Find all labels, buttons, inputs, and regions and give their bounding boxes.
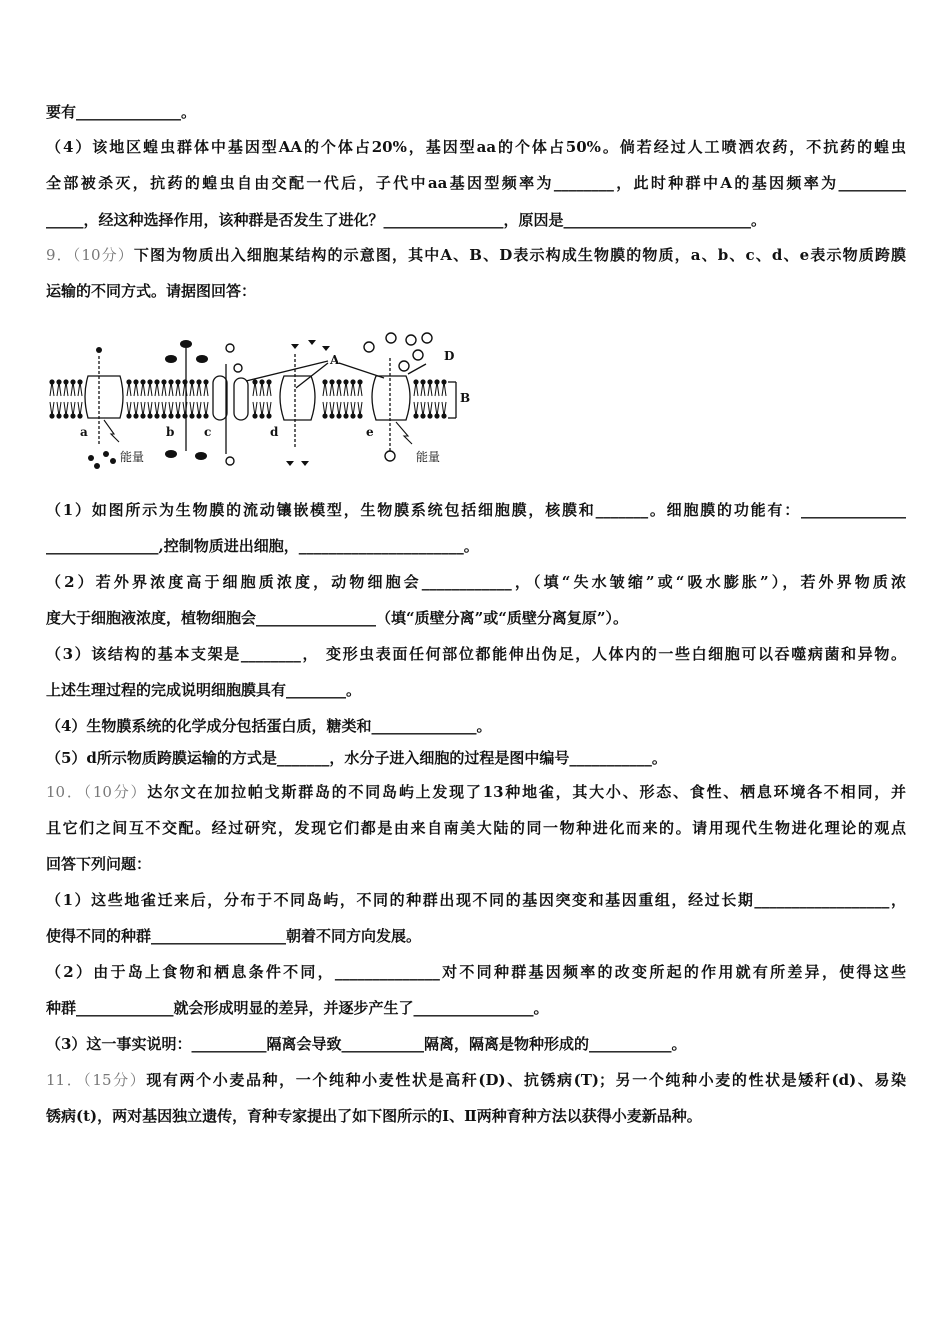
text-line: （5）d所示物质跨膜运输的方式是_______，水分子进入细胞的过程是图中编号___________。 [46,749,667,767]
text-line: （1）这些地雀迁来后，分布于不同岛屿，不同的种群出现不同的基因突变和基因重组，经过长期__________________， [46,891,906,909]
text-line: 度大于细胞液浓度，植物细胞会________________（填“质壁分离”或“质壁分离复原”）。 [46,609,629,627]
carrier-protein-d [280,376,315,420]
text-line: （3）该结构的基本支架是________， 变形虫表面任何部位都能伸出伪足，人体内的一些白细胞可以吞噬病菌和异物。 [46,645,906,663]
question-11-header [46,1070,906,1090]
text-line: 且它们之间互不交配。经过研究，发现它们都是由来自南美大陆的同一物种进化而来的。请用现代生物进化理论的观点 [46,819,906,837]
text-line: 锈病(t)，两对基因独立遗传，育种专家提出了如下图所示的Ⅰ、Ⅱ两种育种方法以获得小麦新品种。 [46,1107,702,1125]
channel-protein-right [234,378,248,420]
label-A: A [330,353,340,367]
text-line: （4）该地区蝗虫群体中基因型AA的个体占20%，基因型aa的个体占50%。倘若经过人工喷洒农药，不抗药的蝗虫 [46,138,906,156]
label-a: a [80,425,88,439]
label-D: D [444,349,455,363]
text-line: 上述生理过程的完成说明细胞膜具有________。 [46,681,362,699]
question-9-header [46,245,906,265]
text-line: _____，经这种选择作用，该种群是否发生了进化？________________，原因是_________________________。 [46,211,767,229]
text-line: 使得不同的种群__________________朝着不同方向发展。 [46,927,422,945]
carrier-protein-e [372,376,410,420]
text-line [46,102,906,122]
text-line: （1）如图所示为生物膜的流动镶嵌模型，生物膜系统包括细胞膜，核膜和_______。细胞膜的功能有：______________ [46,501,906,519]
text-line: _______________,控制物质进出细胞，______________________。 [46,537,479,555]
text-line: 回答下列问题： [46,855,152,873]
question-10-header [46,782,906,802]
line-text: 现有两个小麦品种，一个纯种小麦性状是高秆(D)、抗锈病(T)；另一个纯种小麦的性状是矮秆(d)、易染 [146,1071,906,1089]
label-e: e [366,425,374,439]
text-line: （2）由于岛上食物和栖息条件不同，______________对不同种群基因频率的改变所起的作用就有所差异，使得这些 [46,963,906,981]
label-d: d [270,425,279,439]
question-number: 11．（15分） [46,1071,147,1089]
text-line: 全部被杀灭，抗药的蝗虫自由交配一代后，子代中aa基因型频率为________，此时种群中A的基因频率为_________ [46,174,906,192]
text-line: （3）这一事实说明：__________隔离会导致___________隔离，隔离是物种形成的___________。 [46,1035,687,1053]
text-line: （4）生物膜系统的化学成分包括蛋白质，糖类和______________。 [46,717,492,735]
line-text: 下图为物质出入细胞某结构的示意图，其中A、B、D表示构成生物膜的物质，a、b、c、d、e表示物质跨膜 [133,246,906,264]
carrier-protein-a [85,376,123,418]
label-b: b [166,425,175,439]
cell-membrane-diagram [46,326,476,471]
text-line: （2）若外界浓度高于细胞质浓度，动物细胞会____________，（填“失水皱缩”或“吸水膨胀”），若外界物质浓 [46,573,906,591]
label-energy: 能量 [416,450,441,464]
question-number: 9．（10分） [46,246,134,264]
channel-protein-left [213,376,227,420]
label-c: c [204,425,212,439]
label-B: B [460,391,471,405]
question-number: 10．（10分） [46,783,148,801]
label-energy: 能量 [120,450,145,464]
text-line: 种群_____________就会形成明显的差异，并逐步产生了________________。 [46,999,549,1017]
line-text: 达尔文在加拉帕戈斯群岛的不同岛屿上发现了13种地雀，其大小、形态、食性、栖息环境各不相同，并 [147,783,906,801]
text-line: 运输的不同方式。请据图回答： [46,282,257,300]
line-text: 要有______________。 [46,103,197,121]
